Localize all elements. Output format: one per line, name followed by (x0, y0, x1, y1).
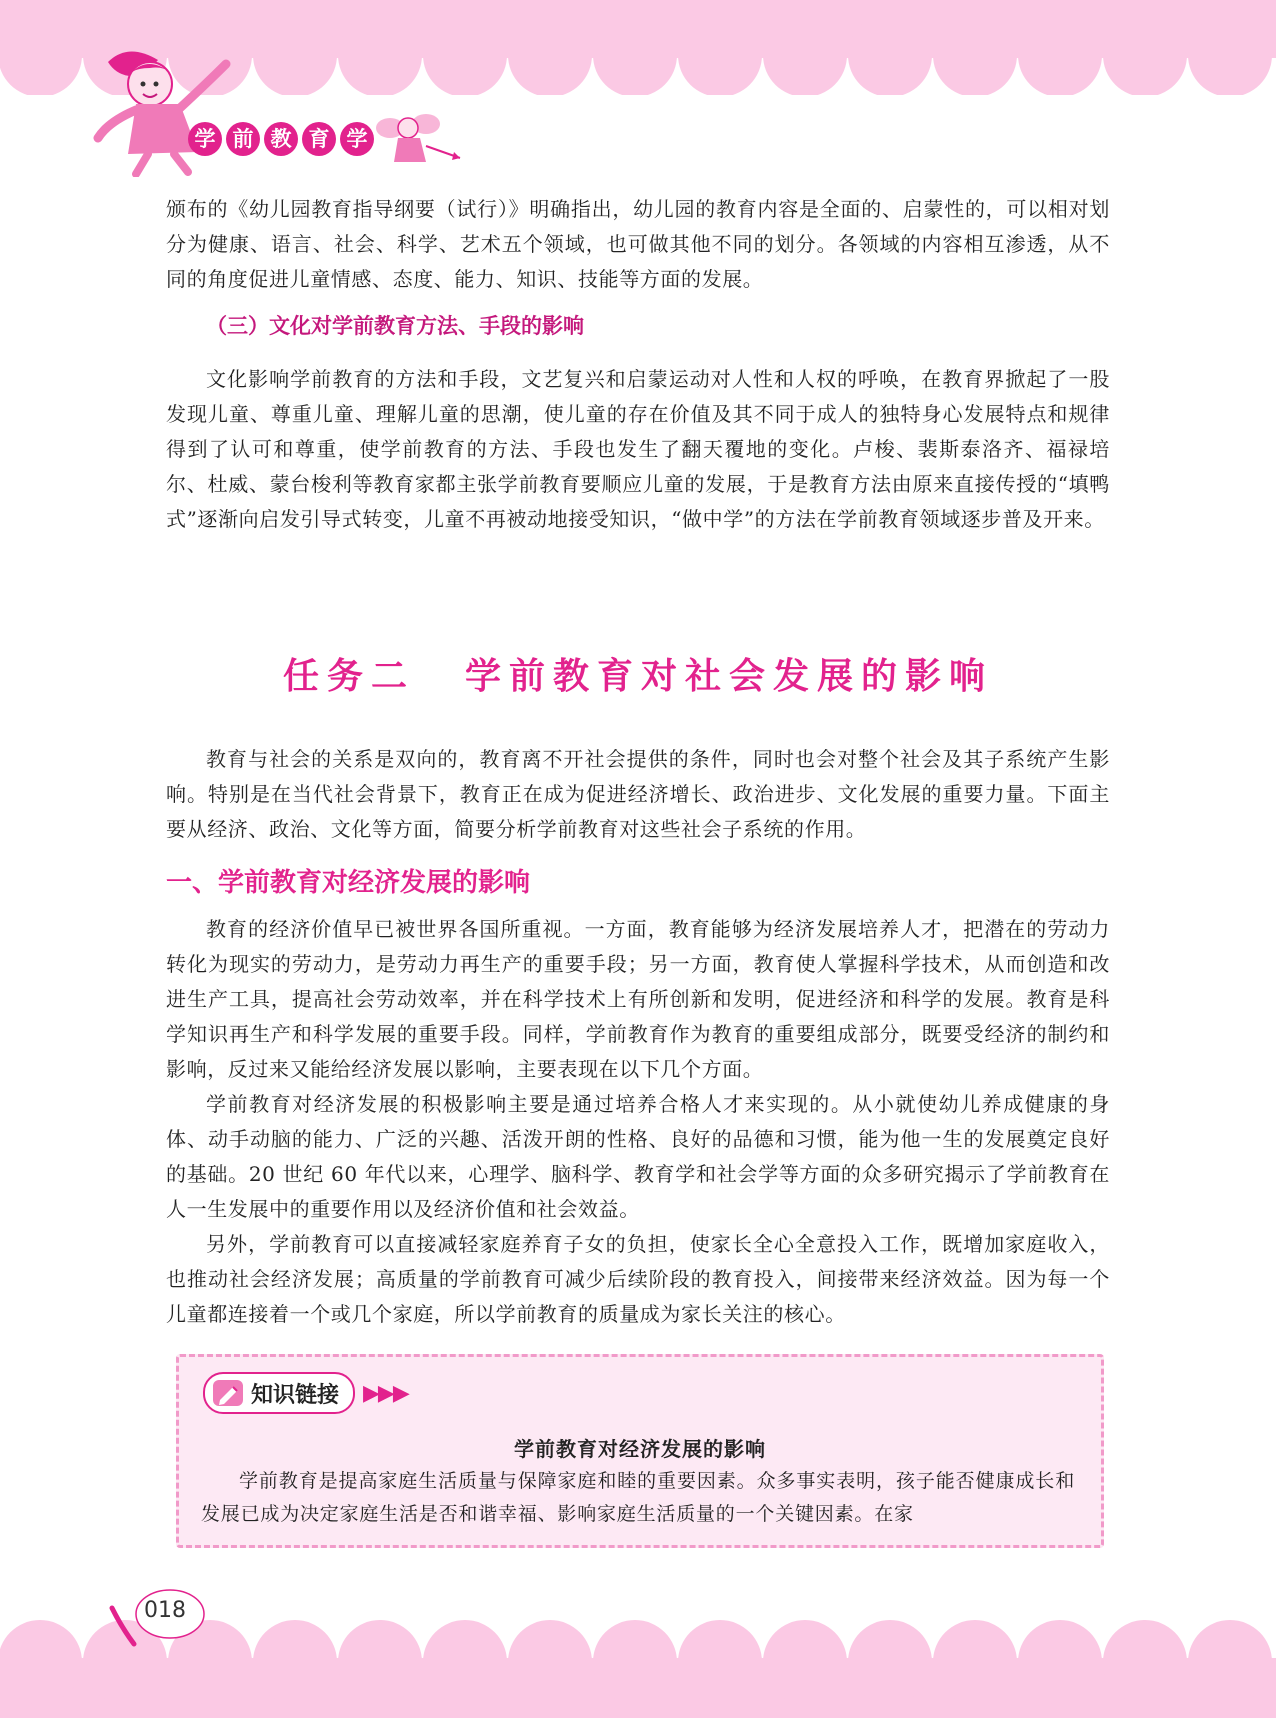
book-title-char: 教 (264, 122, 298, 156)
paragraph: 文化影响学前教育的方法和手段，文艺复兴和启蒙运动对人性和人权的呼唤，在教育界掀起了一股发现儿童、尊重儿童、理解儿童的思潮，使儿童的存在价值及其不同于成人的独特身心发展特点和规律得到了认可和尊重，使学前教育的方法、手段也发生了翻天覆地的变化。卢梭、裴斯泰洛齐、福禄培尔、杜威、蒙台梭利等教育家都主张学前教育要顺应儿童的发展，于是教育方法由原来直接传授的“填鸭式”逐渐向启发引导式转变，儿童不再被动地接受知识，“做中学”的方法在学前教育领域逐步普及开来。 (166, 367, 1110, 531)
knowledge-link-box (176, 1354, 1104, 1548)
page-number-badge (108, 1588, 208, 1650)
girl-illustration-icon (88, 42, 248, 177)
subsection-heading: （三）文化对学前教育方法、手段的影响 (206, 313, 584, 338)
book-title-char: 前 (226, 122, 260, 156)
knowledge-link-pill (203, 1372, 355, 1414)
paragraph: 另外，学前教育可以直接减轻家庭养育子女的负担，使家长全心全意投入工作，既增加家庭收入，也推动社会经济发展；高质量的学前教育可减少后续阶段的教育投入，间接带来经济效益。因为每一个儿童都连接着一个或几个家庭，所以学前教育的质量成为家长关注的核心。 (166, 1232, 1110, 1326)
book-title-char: 学 (340, 122, 374, 156)
subsection-heading-block (166, 311, 1110, 341)
knowledge-link-badge (203, 1373, 408, 1413)
knowledge-link-label: 知识链接 (251, 1382, 340, 1408)
page-number: 018 (144, 1598, 186, 1623)
section-body (166, 912, 1110, 1332)
triple-arrow-icon: ▶▶▶ (363, 1380, 408, 1406)
knowledge-box-title: 学前教育对经济发展的影响 (514, 1437, 766, 1461)
intro-paragraph-block (166, 742, 1110, 847)
section-heading: 一、学前教育对经济发展的影响 (166, 868, 531, 898)
culture-paragraph-block (166, 362, 1110, 537)
paragraph: 教育的经济价值早已被世界各国所重视。一方面，教育能够为经济发展培养人才，把潜在的劳动力转化为现实的劳动力，是劳动力再生产的重要手段；另一方面，教育使人掌握科学技术，从而创造和改进生产工具，提高社会劳动效率，并在科学技术上有所创新和发明，促进经济和科学的发展。教育是科学知识再生产和科学发展的重要手段。同样，学前教育作为教育的重要组成部分，既要受经济的制约和影响，反过来又能给经济发展以影响，主要表现在以下几个方面。 (166, 917, 1110, 1081)
pencil-icon (211, 1378, 245, 1408)
continued-paragraph-block (166, 192, 1110, 297)
paragraph: 教育与社会的关系是双向的，教育离不开社会提供的条件，同时也会对整个社会及其子系统产生影响。特别是在当代社会背景下，教育正在成为促进经济增长、政治进步、文化发展的重要力量。下面主要从经济、政治、文化等方面，简要分析学前教育对这些社会子系统的作用。 (166, 747, 1110, 841)
fairy-illustration-icon (368, 106, 468, 172)
paragraph: 颁布的《幼儿园教育指导纲要（试行）》明确指出，幼儿园的教育内容是全面的、启蒙性的，可以相对划分为健康、语言、社会、科学、艺术五个领域，也可做其他不同的划分。各领域的内容相互渗透，从不同的角度促进儿童情感、态度、能力、知识、技能等方面的发展。 (166, 197, 1110, 291)
task-name: 学前教育对社会发展的影响 (465, 656, 994, 697)
task-label: 任务二 (282, 656, 415, 697)
knowledge-box-text: 学前教育是提高家庭生活质量与保障家庭和睦的重要因素。众多事实表明，孩子能否健康成长和发展已成为决定家庭生活是否和谐幸福、影响家庭生活质量的一个关键因素。在家 (201, 1470, 1075, 1525)
paragraph: 学前教育对经济发展的积极影响主要是通过培养合格人才来实现的。从小就使幼儿养成健康的身体、动手动脑的能力、广泛的兴趣、活泼开朗的性格、良好的品德和习惯，能为他一生的发展奠定良好的基础。20 世纪 60 年代以来，心理学、脑科学、教育学和社会学等方面的众多研究揭示了学前教育在人一生发展中的重要作用以及经济价值和社会效益。 (166, 1092, 1110, 1221)
book-title-logo (188, 122, 374, 156)
book-title-char: 育 (302, 122, 336, 156)
book-title-char: 学 (188, 122, 222, 156)
task-title (0, 648, 1276, 699)
